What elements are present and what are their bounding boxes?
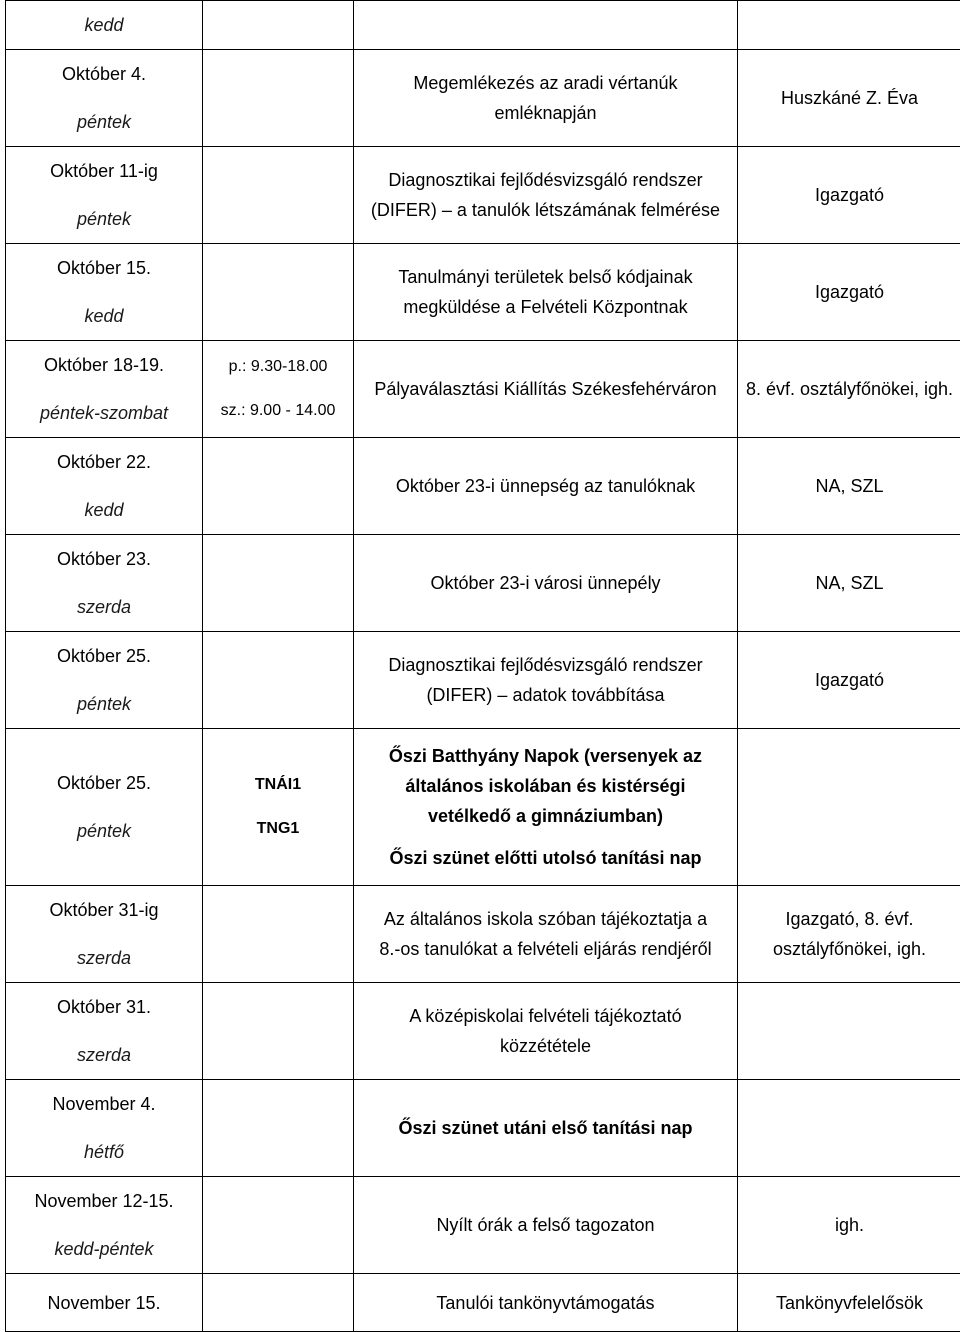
responsible-cell (738, 632, 960, 729)
table-row (6, 50, 960, 147)
event-text: Tanulmányi területek belső kódjainak (360, 262, 731, 292)
responsible-text: NA, SZL (815, 573, 883, 593)
responsible-cell (738, 1, 960, 50)
date-text: November 4. (12, 1080, 196, 1128)
date-text: Október 15. (12, 244, 196, 292)
event-cell (354, 1, 738, 50)
date-text: Október 18-19. (12, 341, 196, 389)
event-text: vetélkedő a gimnáziumban) (360, 801, 731, 831)
responsible-text: Igazgató (815, 185, 884, 205)
responsible-cell (738, 729, 960, 886)
day-text: péntek (12, 195, 196, 243)
responsible-cell (738, 1080, 960, 1177)
day-text: szerda (12, 934, 196, 982)
date-text: Október 31. (12, 983, 196, 1031)
table-row (6, 1274, 960, 1332)
responsible-cell (738, 244, 960, 341)
day-text: péntek (12, 680, 196, 728)
table-row (6, 535, 960, 632)
event-text: Őszi szünet előtti utolsó tanítási nap (360, 843, 731, 873)
time-cell (203, 1, 354, 50)
event-cell (354, 341, 738, 438)
table-row (6, 632, 960, 729)
event-text: A középiskolai felvételi tájékoztató (360, 1001, 731, 1031)
responsible-text: Huszkáné Z. Éva (781, 88, 918, 108)
responsible-text: igh. (835, 1215, 864, 1235)
responsible-text: Igazgató (815, 282, 884, 302)
table-row (6, 341, 960, 438)
responsible-cell (738, 438, 960, 535)
day-text: péntek (12, 807, 196, 855)
time-text: p.: 9.30-18.00 (209, 345, 347, 389)
event-text: 8.-os tanulókat a felvételi eljárás rendjéről (360, 934, 731, 964)
date-text: November 15. (12, 1279, 196, 1327)
day-text: kedd-péntek (12, 1225, 196, 1273)
date-cell (6, 1080, 203, 1177)
time-cell (203, 438, 354, 535)
event-cell (354, 886, 738, 983)
day-text: kedd (12, 486, 196, 534)
event-cell (354, 147, 738, 244)
table-row (6, 983, 960, 1080)
event-text: emléknapján (360, 98, 731, 128)
event-text: (DIFER) – a tanulók létszámának felmérése (360, 195, 731, 225)
table-row (6, 147, 960, 244)
date-cell (6, 632, 203, 729)
responsible-cell (738, 886, 960, 983)
table-row (6, 438, 960, 535)
time-cell (203, 244, 354, 341)
date-text: Október 25. (12, 759, 196, 807)
table-row (6, 1080, 960, 1177)
table-row (6, 1, 960, 50)
day-text: péntek (12, 98, 196, 146)
time-cell (203, 1274, 354, 1332)
schedule-body (6, 1, 960, 1332)
event-text: Pályaválasztási Kiállítás Székesfehérváron (360, 374, 731, 404)
date-cell (6, 1177, 203, 1274)
time-text: sz.: 9.00 - 14.00 (209, 389, 347, 433)
time-cell (203, 1177, 354, 1274)
date-cell (6, 983, 203, 1080)
event-text: Október 23-i ünnepség az tanulóknak (360, 471, 731, 501)
responsible-cell (738, 147, 960, 244)
event-text: Tanulói tankönyvtámogatás (360, 1288, 731, 1318)
responsible-text: Igazgató (815, 670, 884, 690)
event-cell (354, 1177, 738, 1274)
event-text: Diagnosztikai fejlődésvizsgáló rendszer (360, 165, 731, 195)
time-text: TNG1 (209, 807, 347, 851)
time-text: TNÁI1 (209, 763, 347, 807)
day-text: kedd (12, 292, 196, 340)
day-text: szerda (12, 583, 196, 631)
event-cell (354, 983, 738, 1080)
event-text: Őszi Batthyány Napok (versenyek az (360, 741, 731, 771)
time-cell (203, 1080, 354, 1177)
time-cell (203, 50, 354, 147)
date-text: Október 25. (12, 632, 196, 680)
date-cell (6, 147, 203, 244)
event-cell (354, 632, 738, 729)
date-cell (6, 341, 203, 438)
event-text: általános iskolában és kistérségi (360, 771, 731, 801)
event-cell (354, 535, 738, 632)
date-text: Október 4. (12, 50, 196, 98)
date-text: November 12-15. (12, 1177, 196, 1225)
responsible-text: Igazgató, 8. évf. osztályfőnökei, igh. (773, 909, 926, 959)
event-cell (354, 1080, 738, 1177)
event-text: Október 23-i városi ünnepély (360, 568, 731, 598)
event-text: Nyílt órák a felső tagozaton (360, 1210, 731, 1240)
responsible-cell (738, 50, 960, 147)
date-cell (6, 244, 203, 341)
responsible-cell (738, 983, 960, 1080)
table-row (6, 244, 960, 341)
responsible-cell (738, 1177, 960, 1274)
date-text: Október 31-ig (12, 886, 196, 934)
table-row (6, 729, 960, 886)
table-row (6, 886, 960, 983)
time-cell (203, 886, 354, 983)
responsible-cell (738, 341, 960, 438)
event-text: (DIFER) – adatok továbbítása (360, 680, 731, 710)
table-row (6, 1177, 960, 1274)
time-cell (203, 983, 354, 1080)
date-cell (6, 1, 203, 50)
event-cell (354, 244, 738, 341)
date-text: Október 23. (12, 535, 196, 583)
day-text: kedd (12, 1, 196, 49)
event-cell (354, 729, 738, 886)
date-cell (6, 438, 203, 535)
responsible-text: NA, SZL (815, 476, 883, 496)
event-text: megküldése a Felvételi Központnak (360, 292, 731, 322)
event-cell (354, 1274, 738, 1332)
event-text: Megemlékezés az aradi vértanúk (360, 68, 731, 98)
day-text: szerda (12, 1031, 196, 1079)
event-text: közzététele (360, 1031, 731, 1061)
date-text: Október 11-ig (12, 147, 196, 195)
date-cell (6, 50, 203, 147)
date-cell (6, 729, 203, 886)
day-text: péntek-szombat (12, 389, 196, 437)
date-cell (6, 886, 203, 983)
time-cell (203, 341, 354, 438)
event-text: Diagnosztikai fejlődésvizsgáló rendszer (360, 650, 731, 680)
day-text: hétfő (12, 1128, 196, 1176)
date-cell (6, 535, 203, 632)
responsible-text: Tankönyvfelelősök (776, 1293, 923, 1313)
responsible-text: 8. évf. osztályfőnökei, igh. (746, 379, 953, 399)
responsible-cell (738, 535, 960, 632)
event-text: Őszi szünet utáni első tanítási nap (360, 1113, 731, 1143)
time-cell (203, 632, 354, 729)
responsible-cell (738, 1274, 960, 1332)
event-cell (354, 438, 738, 535)
schedule-table (5, 0, 960, 1332)
time-cell (203, 147, 354, 244)
date-text: Október 22. (12, 438, 196, 486)
time-cell (203, 535, 354, 632)
event-cell (354, 50, 738, 147)
date-cell (6, 1274, 203, 1332)
time-cell (203, 729, 354, 886)
event-text: Az általános iskola szóban tájékoztatja a (360, 904, 731, 934)
